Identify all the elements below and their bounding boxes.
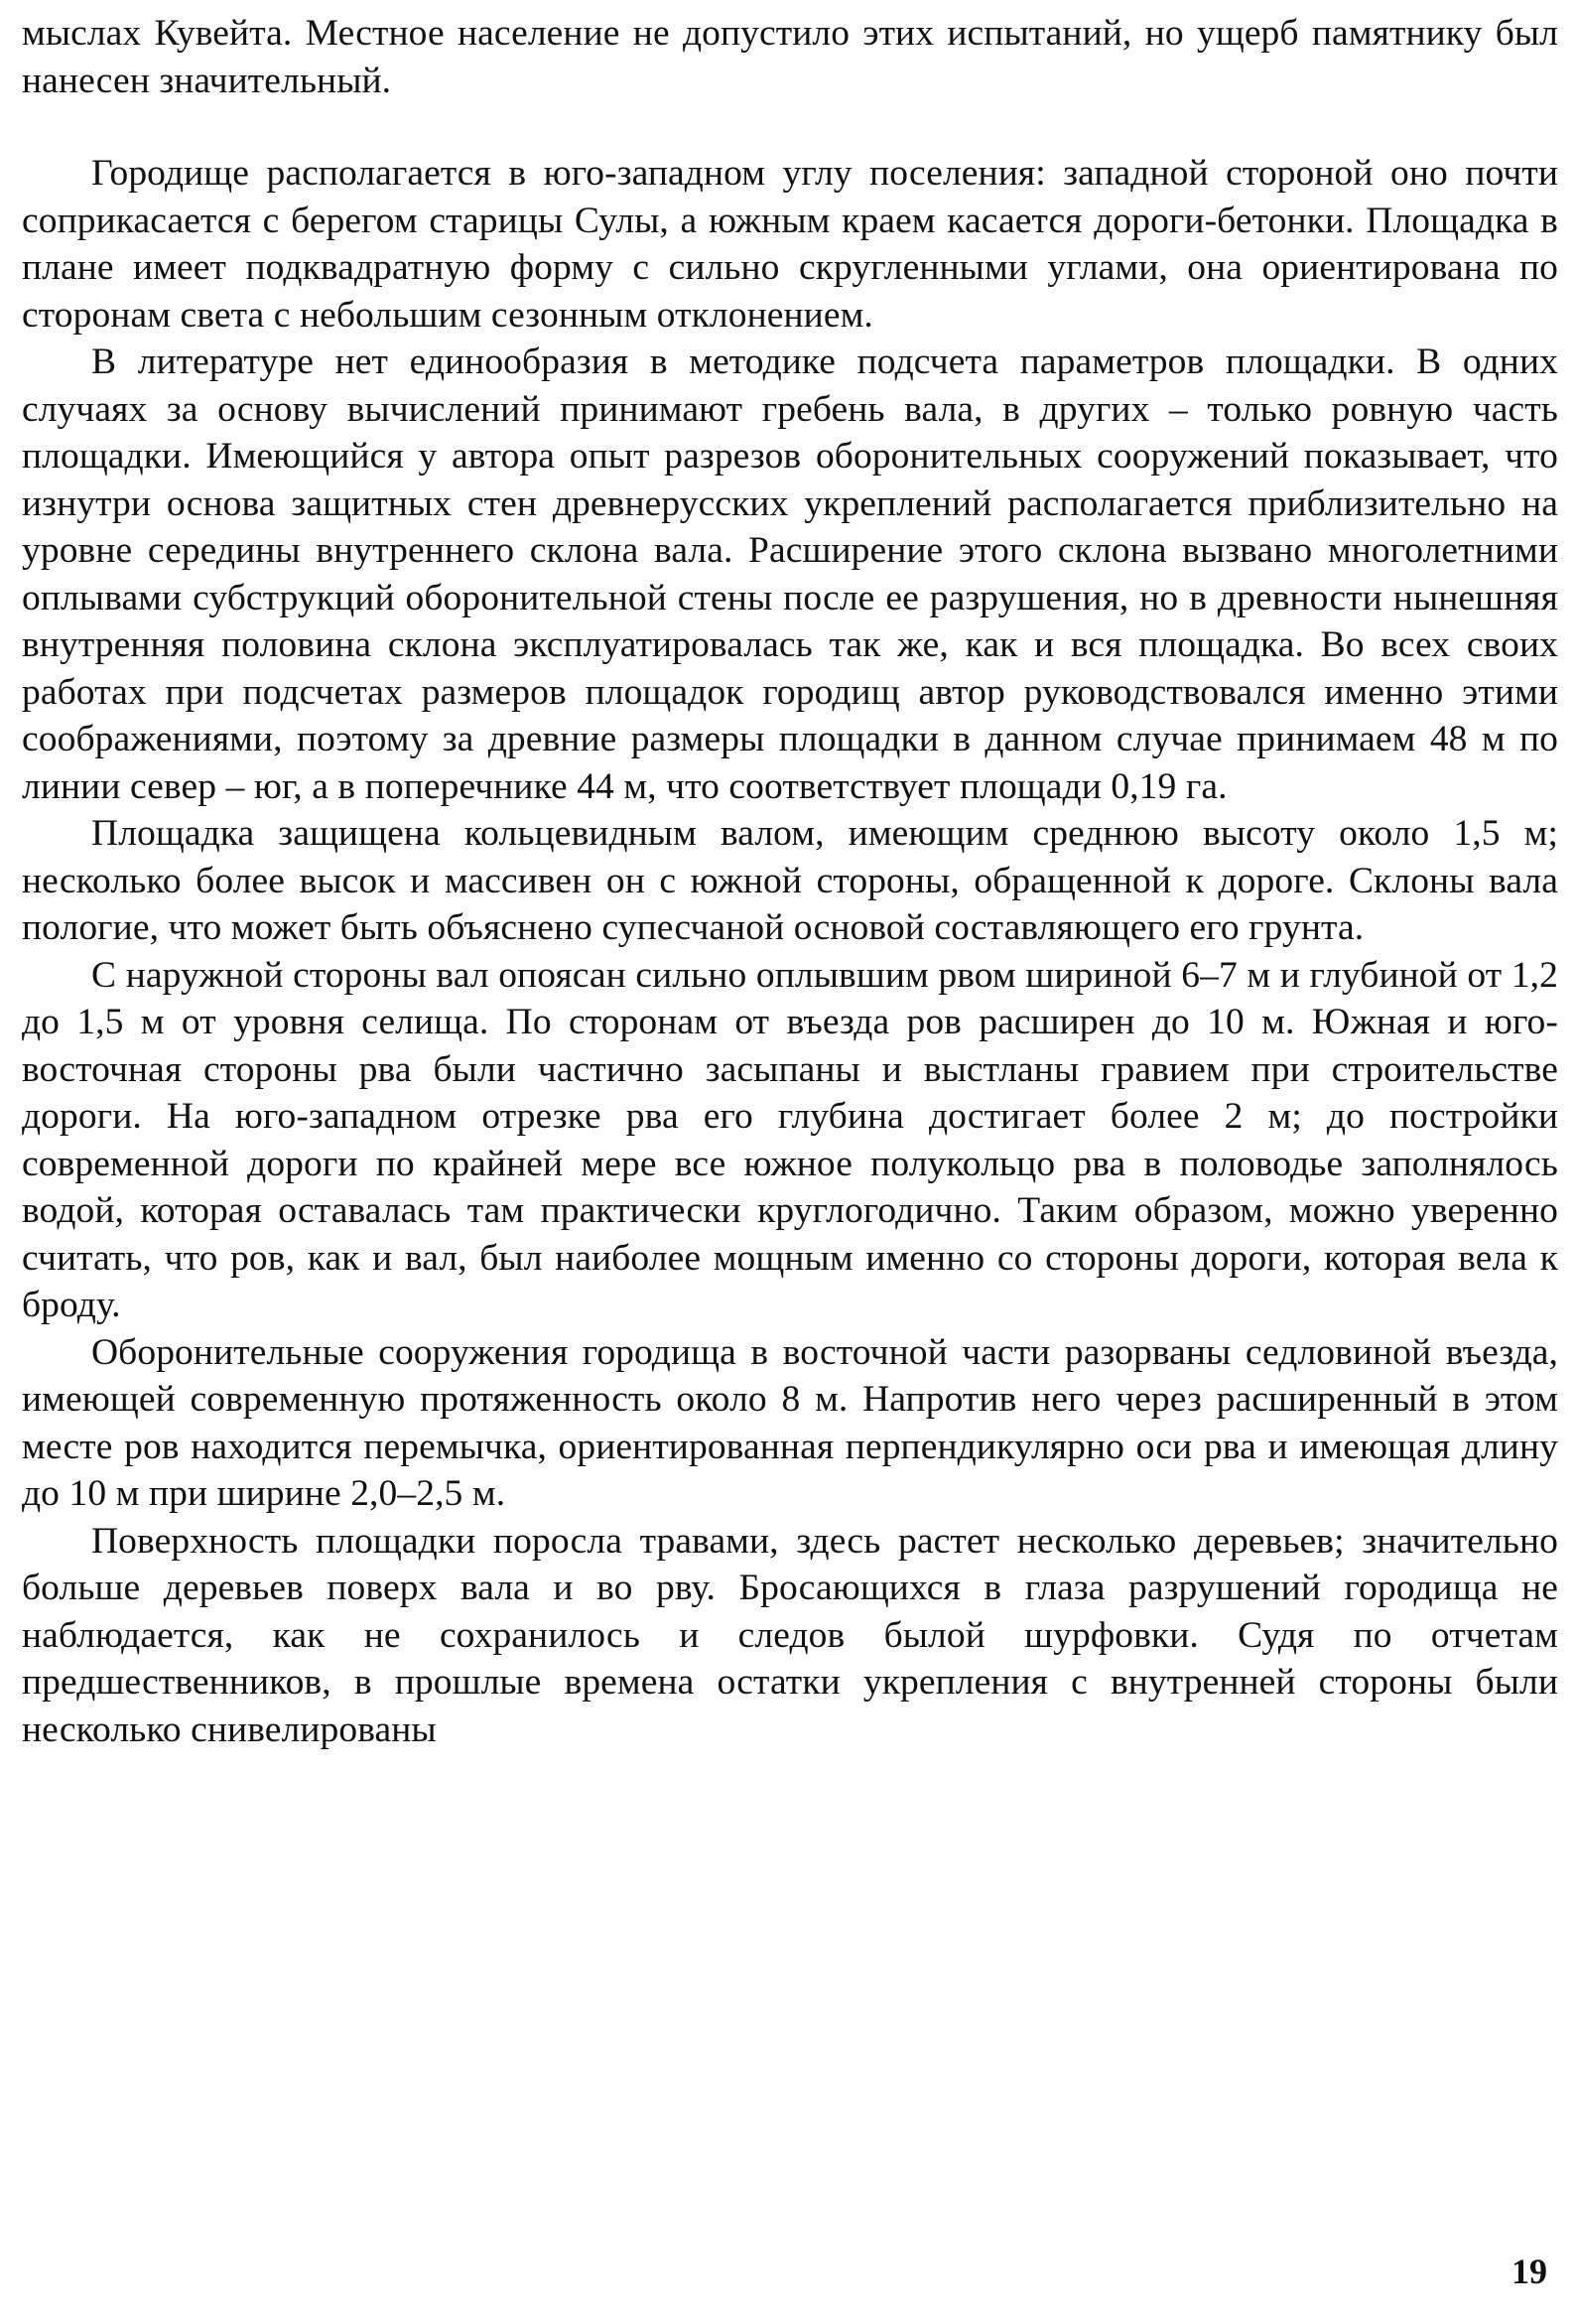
- paragraph-gap: [22, 104, 1558, 150]
- paragraph-entrance: Оборонительные сооружения городища в восточной части разорваны седловиной въезда, имеющей современную протяженность около 8 м. Напротив него через расширенный в этом месте ров находится перемычка, ориентированная перпендикулярно оси рва и имеющая длину до 10 м при ширине 2,0–2,5 м.: [22, 1331, 1558, 1514]
- paragraph-surface: Поверхность площадки поросла травами, здесь растет несколько деревьев; значительно больше деревьев поверх вала и во рву. Бросающихся в глаза разрушений городища не наблюдается, как не сохранилось и следов былой шурфовки. Судя по отчетам предшественников, в прошлые времена остатки укрепления с внутренней стороны были несколько снивелированы: [22, 1520, 1558, 1750]
- body-text: [22, 10, 1558, 1753]
- paragraph-location: Городище располагается в юго-западном углу поселения: западной стороной оно почти соприкасается с берегом старицы Сулы, а южным краем касается дороги-бетонки. Площадка в плане имеет подквадратную форму с сильно скругленными углами, она ориентирована по сторонам света с небольшим сезонным отклонением.: [22, 153, 1558, 336]
- paragraph-dimensions: В литературе нет единообразия в методике подсчета параметров площадки. В одних случаях за основу вычислений принимают гребень вала, в других – только ровную часть площадки. Имеющийся у автора опыт разрезов оборонительных сооружений показывает, что изнутри основа защитных стен древнерусских укреплений располагается приблизительно на уровне середины внутреннего склона вала. Расширение этого склона вызвано многолетними оплывами субструкций оборонительной стены после ее разрушения, но в древности нынешняя внутренняя половина склона эксплуатировалась так же, как и вся площадка. Во всех своих работах при подсчетах размеров площадок городищ автор руководствовался именно этими соображениями, поэтому за древние размеры площадки в данном случае принимаем 48 м по линии север – юг, а в поперечнике 44 м, что соответствует площади 0,19 га.: [22, 342, 1558, 807]
- paragraph-continuation: мыслах Кувейта. Местное население не допустило этих испытаний, но ущерб памятнику был нанесен значительный.: [22, 13, 1558, 101]
- paragraph-ditch: С наружной стороны вал опоясан сильно оплывшим рвом шириной 6–7 м и глубиной от 1,2 до 1,5 м от уровня селища. По сторонам от въезда ров расширен до 10 м. Южная и юго-восточная стороны рва были частично засыпаны и выстланы гравием при строительстве дороги. На юго-западном отрезке рва его глубина достигает более 2 м; до постройки современной дороги по крайней мере все южное полукольцо рва в половодье заполнялось водой, которая оставалась там практически круглогодично. Таким образом, можно уверенно считать, что ров, как и вал, был наиболее мощным именно со стороны дороги, которая вела к броду.: [22, 954, 1558, 1325]
- paragraph-rampart: Площадка защищена кольцевидным валом, имеющим среднюю высоту около 1,5 м; несколько более высок и массивен он с южной стороны, обращенной к дороге. Склоны вала пологие, что может быть объяснено супесчаной основой составляющего его грунта.: [22, 813, 1558, 948]
- page-number: 19: [1511, 2252, 1547, 2291]
